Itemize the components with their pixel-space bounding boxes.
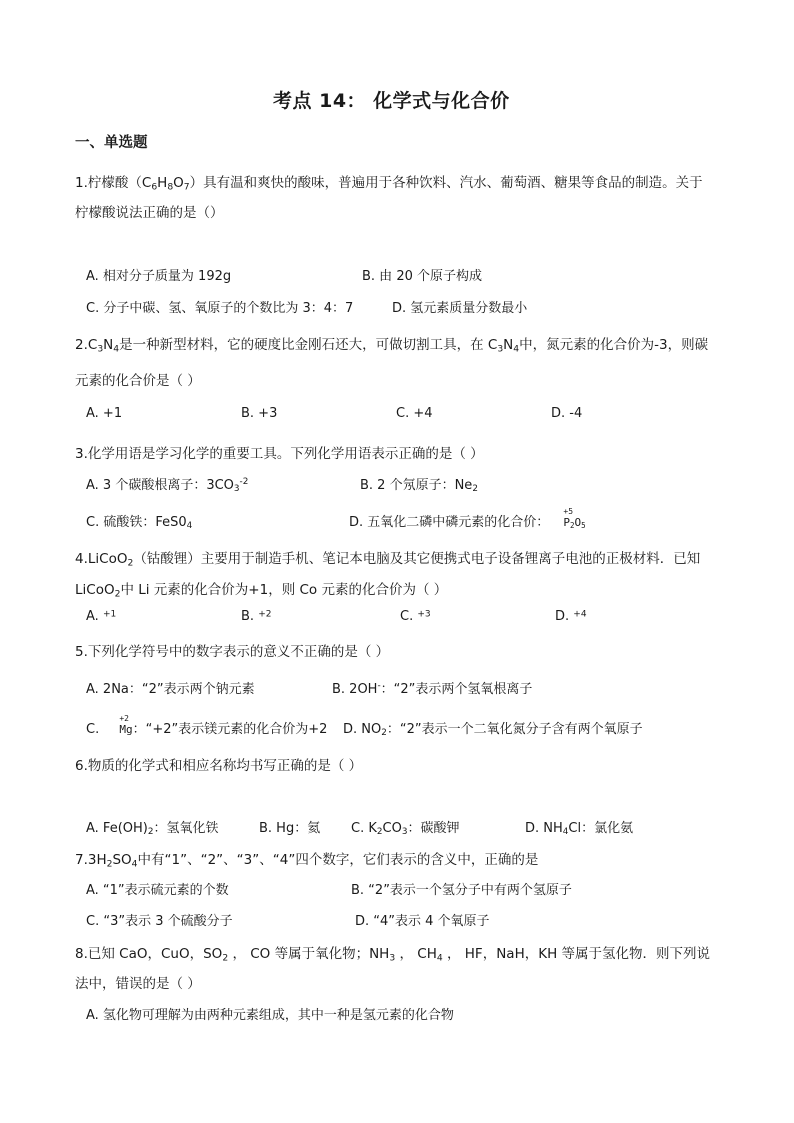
q2-option-c[interactable]: C. +4 <box>396 406 433 421</box>
q1-option-a[interactable]: A. 相对分子质量为 192g <box>86 269 232 284</box>
section-heading: 一、单选题 <box>75 135 148 151</box>
q4-stem-line2: LiCoO$_2$中 Li 元素的化合价为+1，则 Co 元素的化合价为（ ） <box>75 582 448 600</box>
page-title: 考点 14： 化学式与化合价 <box>273 90 510 112</box>
q3-option-c[interactable]: C. 硫酸铁：$FeS0_4$ <box>86 515 193 532</box>
q6-option-d[interactable]: D. $NH_4Cl$：氯化氨 <box>525 821 634 838</box>
q3-stem: 3.化学用语是学习化学的重要工具。下列化学用语表示正确的是（ ） <box>75 446 484 462</box>
q8-stem-line2: 法中，错误的是（ ） <box>75 976 201 992</box>
q8-stem-line1: 8.已知 CaO，CuO，$SO_2$ ， CO 等属于氧化物；$NH_3$ ， $CH_4$ ， HF，NaH，KH 等属于氢化物．则下列说 <box>75 946 711 964</box>
q4-option-d[interactable]: D. $^{+4}$ <box>555 609 587 624</box>
q7-option-b[interactable]: B. “2”表示一个氢分子中有两个氢原子 <box>351 883 572 898</box>
q5-option-a[interactable]: A. 2Na：“2”表示两个钠元素 <box>86 682 255 697</box>
q4-stem-line1: 4.LiCoO$_2$（钴酸锂）主要用于制造手机、笔记本电脑及其它便携式电子设备锂离子电池的正极材料．已知 <box>75 551 701 569</box>
q4-option-a[interactable]: A. $^{+1}$ <box>86 609 117 624</box>
q7-option-d[interactable]: D. “4”表示 4 个氧原子 <box>355 914 490 929</box>
q2-option-b[interactable]: B. +3 <box>241 406 278 421</box>
q5-stem: 5.下列化学符号中的数字表示的意义不正确的是（ ） <box>75 644 390 660</box>
q1-option-b[interactable]: B. 由 20 个原子构成 <box>362 269 482 284</box>
q4-option-c[interactable]: C. $^{+3}$ <box>400 609 431 624</box>
q3-option-a[interactable]: A. 3 个碳酸根离子：$3CO_3^{-2}$ <box>86 477 249 495</box>
q1-option-c[interactable]: C. 分子中碳、氢、氧原子的个数比为 3：4：7 <box>86 301 354 316</box>
valence-notation-mg: +2 Mg <box>119 714 133 736</box>
q3-option-b[interactable]: B. 2 个氖原子：$Ne_2$ <box>360 478 478 495</box>
q5-option-b[interactable]: B. 2OH-：“2”表示两个氢氧根离子 <box>332 681 533 697</box>
q4-option-b[interactable]: B. $^{+2}$ <box>241 609 272 624</box>
q8-option-a[interactable]: A. 氢化物可理解为由两种元素组成，其中一种是氢元素的化合物 <box>86 1008 454 1023</box>
q3-option-d[interactable]: D. 五氧化二磷中磷元素的化合价： +5 $P_2O_5$ <box>349 507 586 530</box>
q6-stem: 6.物质的化学式和相应名称均书写正确的是（ ） <box>75 758 363 774</box>
q2-stem-line2: 元素的化合价是（ ） <box>75 373 201 389</box>
q6-option-c[interactable]: C. $K_2CO_3$：碳酸钾 <box>351 821 460 838</box>
q5-option-d[interactable]: D. $NO_2$：“2”表示一个二氧化氮分子含有两个氧原子 <box>343 722 643 739</box>
q6-option-b[interactable]: B. Hg：氦 <box>259 821 321 836</box>
q5-option-c[interactable]: C. +2 Mg：“+2”表示镁元素的化合价为+2 <box>86 714 328 737</box>
q7-option-c[interactable]: C. “3”表示 3 个硫酸分子 <box>86 914 233 929</box>
q7-option-a[interactable]: A. “1”表示硫元素的个数 <box>86 883 229 898</box>
q1-stem-line2: 柠檬酸说法正确的是（） <box>75 205 224 221</box>
q7-stem: $7.3H_2SO_4$中有“1”、“2”、“3”、“4”四个数字，它们表示的含义中，正确的是 <box>75 852 539 870</box>
q6-option-a[interactable]: A. $Fe(OH)_2$：氢氧化铁 <box>86 821 219 838</box>
valence-notation-p2o5: +5 $P_2O_5$ <box>563 507 586 530</box>
q1-option-d[interactable]: D. 氢元素质量分数最小 <box>392 301 528 316</box>
q2-option-d[interactable]: D. -4 <box>551 406 583 421</box>
q2-stem-line1: $2.C_3N_4$是一种新型材料，它的硬度比金刚石还大，可做切割工具，在 $C_3N_4$中，氮元素的化合价为-3，则碳 <box>75 337 709 355</box>
q2-option-a[interactable]: A. +1 <box>86 406 123 421</box>
q1-stem-line1: 1.柠檬酸$(C_6H_8O_7)$具有温和爽快的酸味，普遍用于各种饮料、汽水、葡萄酒、糖果等食品的制造。关于 <box>75 175 703 193</box>
